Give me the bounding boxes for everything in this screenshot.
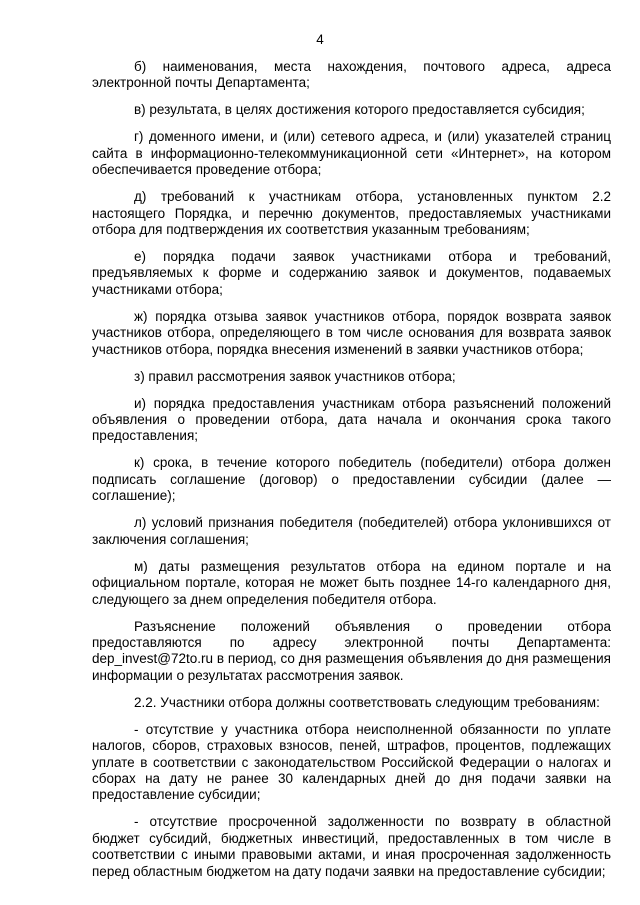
paragraph-item-v: в) результата, в целях достижения которого предоставляется субсидия; (134, 102, 585, 118)
paragraph-requirement-debt: - отсутствие просроченной задолженности по возврату в областной бюджет субсидий, бюджетных инвестиций, предоставленных в том числе в соответствии с иными правовыми актами, и иная просроченная задолженность перед областным бюджетом на дату подачи заявки на предоставление субсидии; (92, 814, 611, 879)
paragraph-requirement-taxes: - отсутствие у участника отбора неисполненной обязанности по уплате налогов, сборов, страховых взносов, пеней, штрафов, процентов, подлежащих уплате в соответствии с законодательством Российской Федерации о налогах и сборах на дату не ранее 30 календарных дней до дня подачи заявки на предоставление субсидии; (92, 721, 611, 803)
page-number: 4 (316, 32, 324, 47)
paragraph-clarification: Разъяснение положений объявления о проведении отбора предоставляются по адресу электронной почты Департамента: dep_invest@72to.ru в период, со дня размещения объявления до дня размещения информации о результатах рассмотрения заявок. (92, 618, 611, 683)
paragraph-item-l: л) условий признания победителя (победителей) отбора уклонившихся от заключения соглашения; (92, 515, 611, 547)
paragraph-item-k: к) срока, в течение которого победитель (победители) отбора должен подписать соглашение (договор) о предоставлении субсидии (далее — соглашение); (92, 455, 611, 504)
paragraph-item-z: з) правил рассмотрения заявок участников отбора; (134, 368, 456, 384)
paragraph-item-m: м) даты размещения результатов отбора на едином портале и на официальном портале, которая не может быть позднее 14-го календарного дня, следующего за днем определения победителя отбора. (92, 558, 611, 607)
paragraph-item-d: д) требований к участникам отбора, установленных пунктом 2.2 настоящего Порядка, и перечню документов, предоставляемых участниками отбора для подтверждения их соответствия указанным требованиям; (92, 189, 611, 238)
paragraph-item-i: и) порядка предоставления участникам отбора разъяснений положений объявления о проведении отбора, дата начала и окончания срока такого предоставления; (92, 395, 611, 444)
paragraph-item-e: е) порядка подачи заявок участниками отбора и требований, предъявляемых к форме и содержанию заявок и документов, подаваемых участниками отбора; (92, 249, 611, 297)
paragraph-section-2-2: 2.2. Участники отбора должны соответствовать следующим требованиям: (134, 694, 600, 710)
paragraph-item-b: б) наименования, места нахождения, почтового адреса, адреса электронной почты Департамента; (92, 59, 611, 91)
document-body (92, 59, 611, 880)
paragraph-item-zh: ж) порядка отзыва заявок участников отбора, порядок возврата заявок участников отбора, определяющего в том числе основания для возврата заявок участников отбора, порядка внесения изменений в заявки участников отбора; (92, 308, 611, 357)
paragraph-item-g: г) доменного имени, и (или) сетевого адреса, и (или) указателей страниц сайта в информационно-телекоммуникационной сети «Интернет», на котором обеспечивается проведение отбора; (92, 129, 611, 178)
